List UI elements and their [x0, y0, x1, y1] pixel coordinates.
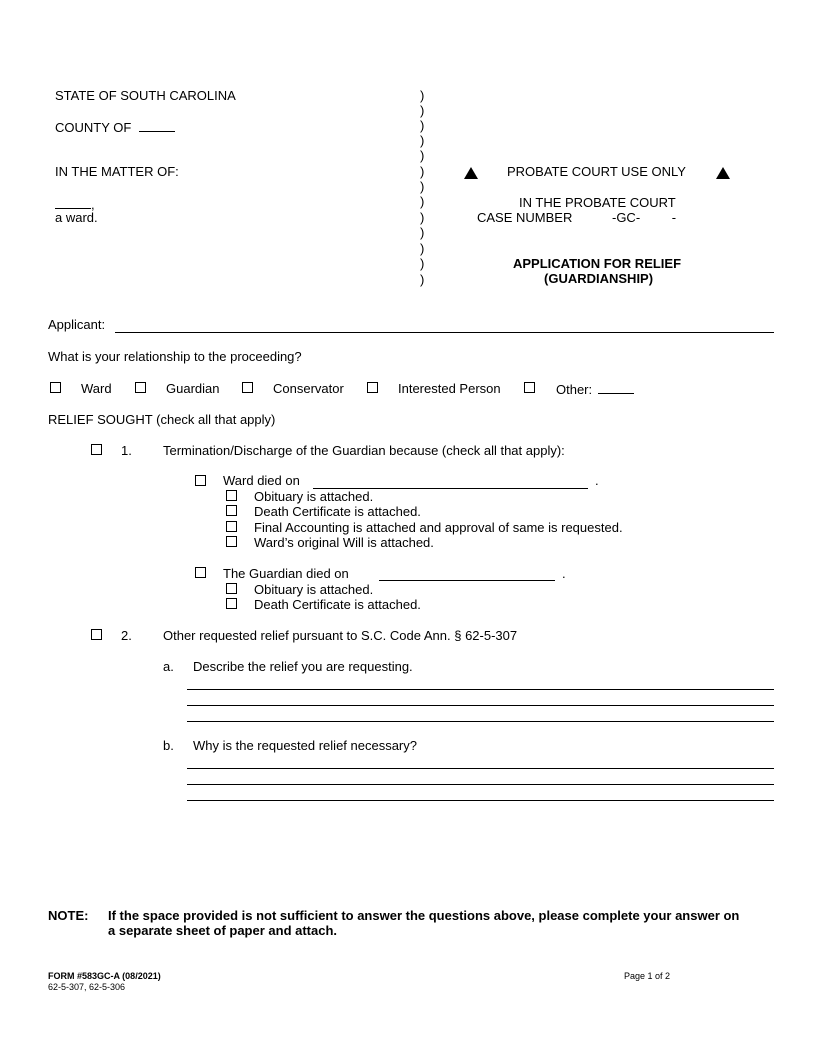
guardian-died-label: The Guardian died on	[223, 566, 349, 581]
ward-obituary-checkbox[interactable]	[226, 490, 237, 501]
matter-label: IN THE MATTER OF:	[55, 164, 179, 179]
caption-paren: )	[420, 272, 425, 287]
relief-description-line[interactable]	[187, 721, 774, 722]
caption-paren: )	[420, 241, 425, 256]
guardian-died-checkbox[interactable]	[195, 567, 206, 578]
relief-heading-bold: RELIEF SOUGHT	[48, 412, 153, 427]
ward-label: a ward.	[55, 210, 98, 225]
note-line2: a separate sheet of paper and attach.	[108, 923, 338, 938]
caption-paren: )	[420, 118, 425, 133]
caption-paren: )	[420, 103, 425, 118]
other-field[interactable]	[598, 381, 634, 394]
interested-person-option-label: Interested Person	[398, 381, 501, 396]
ward-checkbox[interactable]	[50, 382, 61, 393]
item2-checkbox[interactable]	[91, 629, 102, 640]
caption-paren: )	[420, 210, 425, 225]
case-number-row	[477, 210, 676, 225]
final-accounting-checkbox[interactable]	[226, 521, 237, 532]
caption-paren: )	[420, 179, 425, 194]
other-checkbox[interactable]	[524, 382, 535, 393]
ward-died-label: Ward died on	[223, 473, 300, 488]
county-field[interactable]	[139, 119, 175, 132]
note-label: NOTE:	[48, 908, 89, 923]
relief-description-line[interactable]	[187, 689, 774, 690]
case-number-dash[interactable]: -	[671, 210, 677, 225]
item2a-label: a.	[163, 659, 174, 674]
guardian-obituary-checkbox[interactable]	[226, 583, 237, 594]
state-label: STATE OF SOUTH CAROLINA	[55, 88, 236, 103]
ward-died-period: .	[595, 473, 599, 488]
ward-name-comma: ,	[91, 197, 95, 212]
caption-paren: )	[420, 194, 425, 209]
caption-paren: )	[420, 225, 425, 240]
form-number: FORM #583GC-A (08/2021)	[48, 971, 161, 981]
relief-heading-note: (check all that apply)	[156, 412, 276, 427]
form-title-line2: (GUARDIANSHIP)	[544, 271, 654, 286]
relief-description-line[interactable]	[187, 705, 774, 706]
county-label	[55, 119, 175, 135]
form-title-line1: APPLICATION FOR RELIEF	[513, 256, 682, 271]
in-probate-court-label: IN THE PROBATE COURT	[519, 195, 676, 210]
caption-paren: )	[420, 256, 425, 271]
ward-died-checkbox[interactable]	[195, 475, 206, 486]
ward-death-cert-checkbox[interactable]	[226, 505, 237, 516]
ward-obituary-label: Obituary is attached.	[254, 489, 374, 504]
ward-will-checkbox[interactable]	[226, 536, 237, 547]
guardian-option-label: Guardian	[166, 381, 220, 396]
page-number: Page 1 of 2	[624, 971, 671, 981]
guardian-died-date-field[interactable]	[379, 580, 555, 581]
item1-text: Termination/Discharge of the Guardian because (check all that apply):	[163, 443, 565, 458]
item2-text: Other requested relief pursuant to S.C. Code Ann. § 62-5-307	[163, 628, 518, 643]
caption-paren: )	[420, 133, 425, 148]
caption-paren: )	[420, 148, 425, 163]
caption-paren: )	[420, 164, 425, 179]
item1-number: 1.	[121, 443, 132, 458]
guardian-died-period: .	[562, 566, 566, 581]
relief-heading	[48, 412, 275, 427]
case-number-label: CASE NUMBER	[477, 210, 573, 225]
note-line1: If the space provided is not sufficient to answer the questions above, please complete your answer on	[108, 908, 740, 923]
relief-reason-line[interactable]	[187, 784, 774, 785]
court-use-only-label: PROBATE COURT USE ONLY	[507, 164, 686, 179]
guardian-death-cert-label: Death Certificate is attached.	[254, 597, 421, 612]
other-option	[556, 381, 634, 397]
applicant-label: Applicant:	[48, 317, 106, 332]
ward-death-cert-label: Death Certificate is attached.	[254, 504, 421, 519]
relationship-question: What is your relationship to the proceeding?	[48, 349, 302, 364]
caption-paren: )	[420, 88, 425, 103]
triangle-icon	[464, 167, 478, 179]
relief-reason-line[interactable]	[187, 768, 774, 769]
relief-reason-line[interactable]	[187, 800, 774, 801]
ward-will-label: Ward’s original Will is attached.	[254, 535, 434, 550]
ward-option-label: Ward	[81, 381, 112, 396]
item2b-label: b.	[163, 738, 174, 753]
interested-person-checkbox[interactable]	[367, 382, 378, 393]
other-option-label: Other:	[556, 382, 593, 397]
conservator-option-label: Conservator	[273, 381, 344, 396]
guardian-checkbox[interactable]	[135, 382, 146, 393]
item2-number: 2.	[121, 628, 132, 643]
case-number-gc[interactable]: -GC-	[611, 210, 641, 225]
triangle-icon	[716, 167, 730, 179]
guardian-death-cert-checkbox[interactable]	[226, 598, 237, 609]
item1-checkbox[interactable]	[91, 444, 102, 455]
item2b-text: Why is the requested relief necessary?	[193, 738, 417, 753]
county-label-text: COUNTY OF	[55, 120, 132, 135]
statute-references: 62-5-307, 62-5-306	[48, 982, 126, 992]
item2a-text: Describe the relief you are requesting.	[193, 659, 413, 674]
guardian-obituary-label: Obituary is attached.	[254, 582, 374, 597]
conservator-checkbox[interactable]	[242, 382, 253, 393]
applicant-input[interactable]	[115, 332, 774, 333]
final-accounting-label: Final Accounting is attached and approval of same is requested.	[254, 520, 623, 535]
